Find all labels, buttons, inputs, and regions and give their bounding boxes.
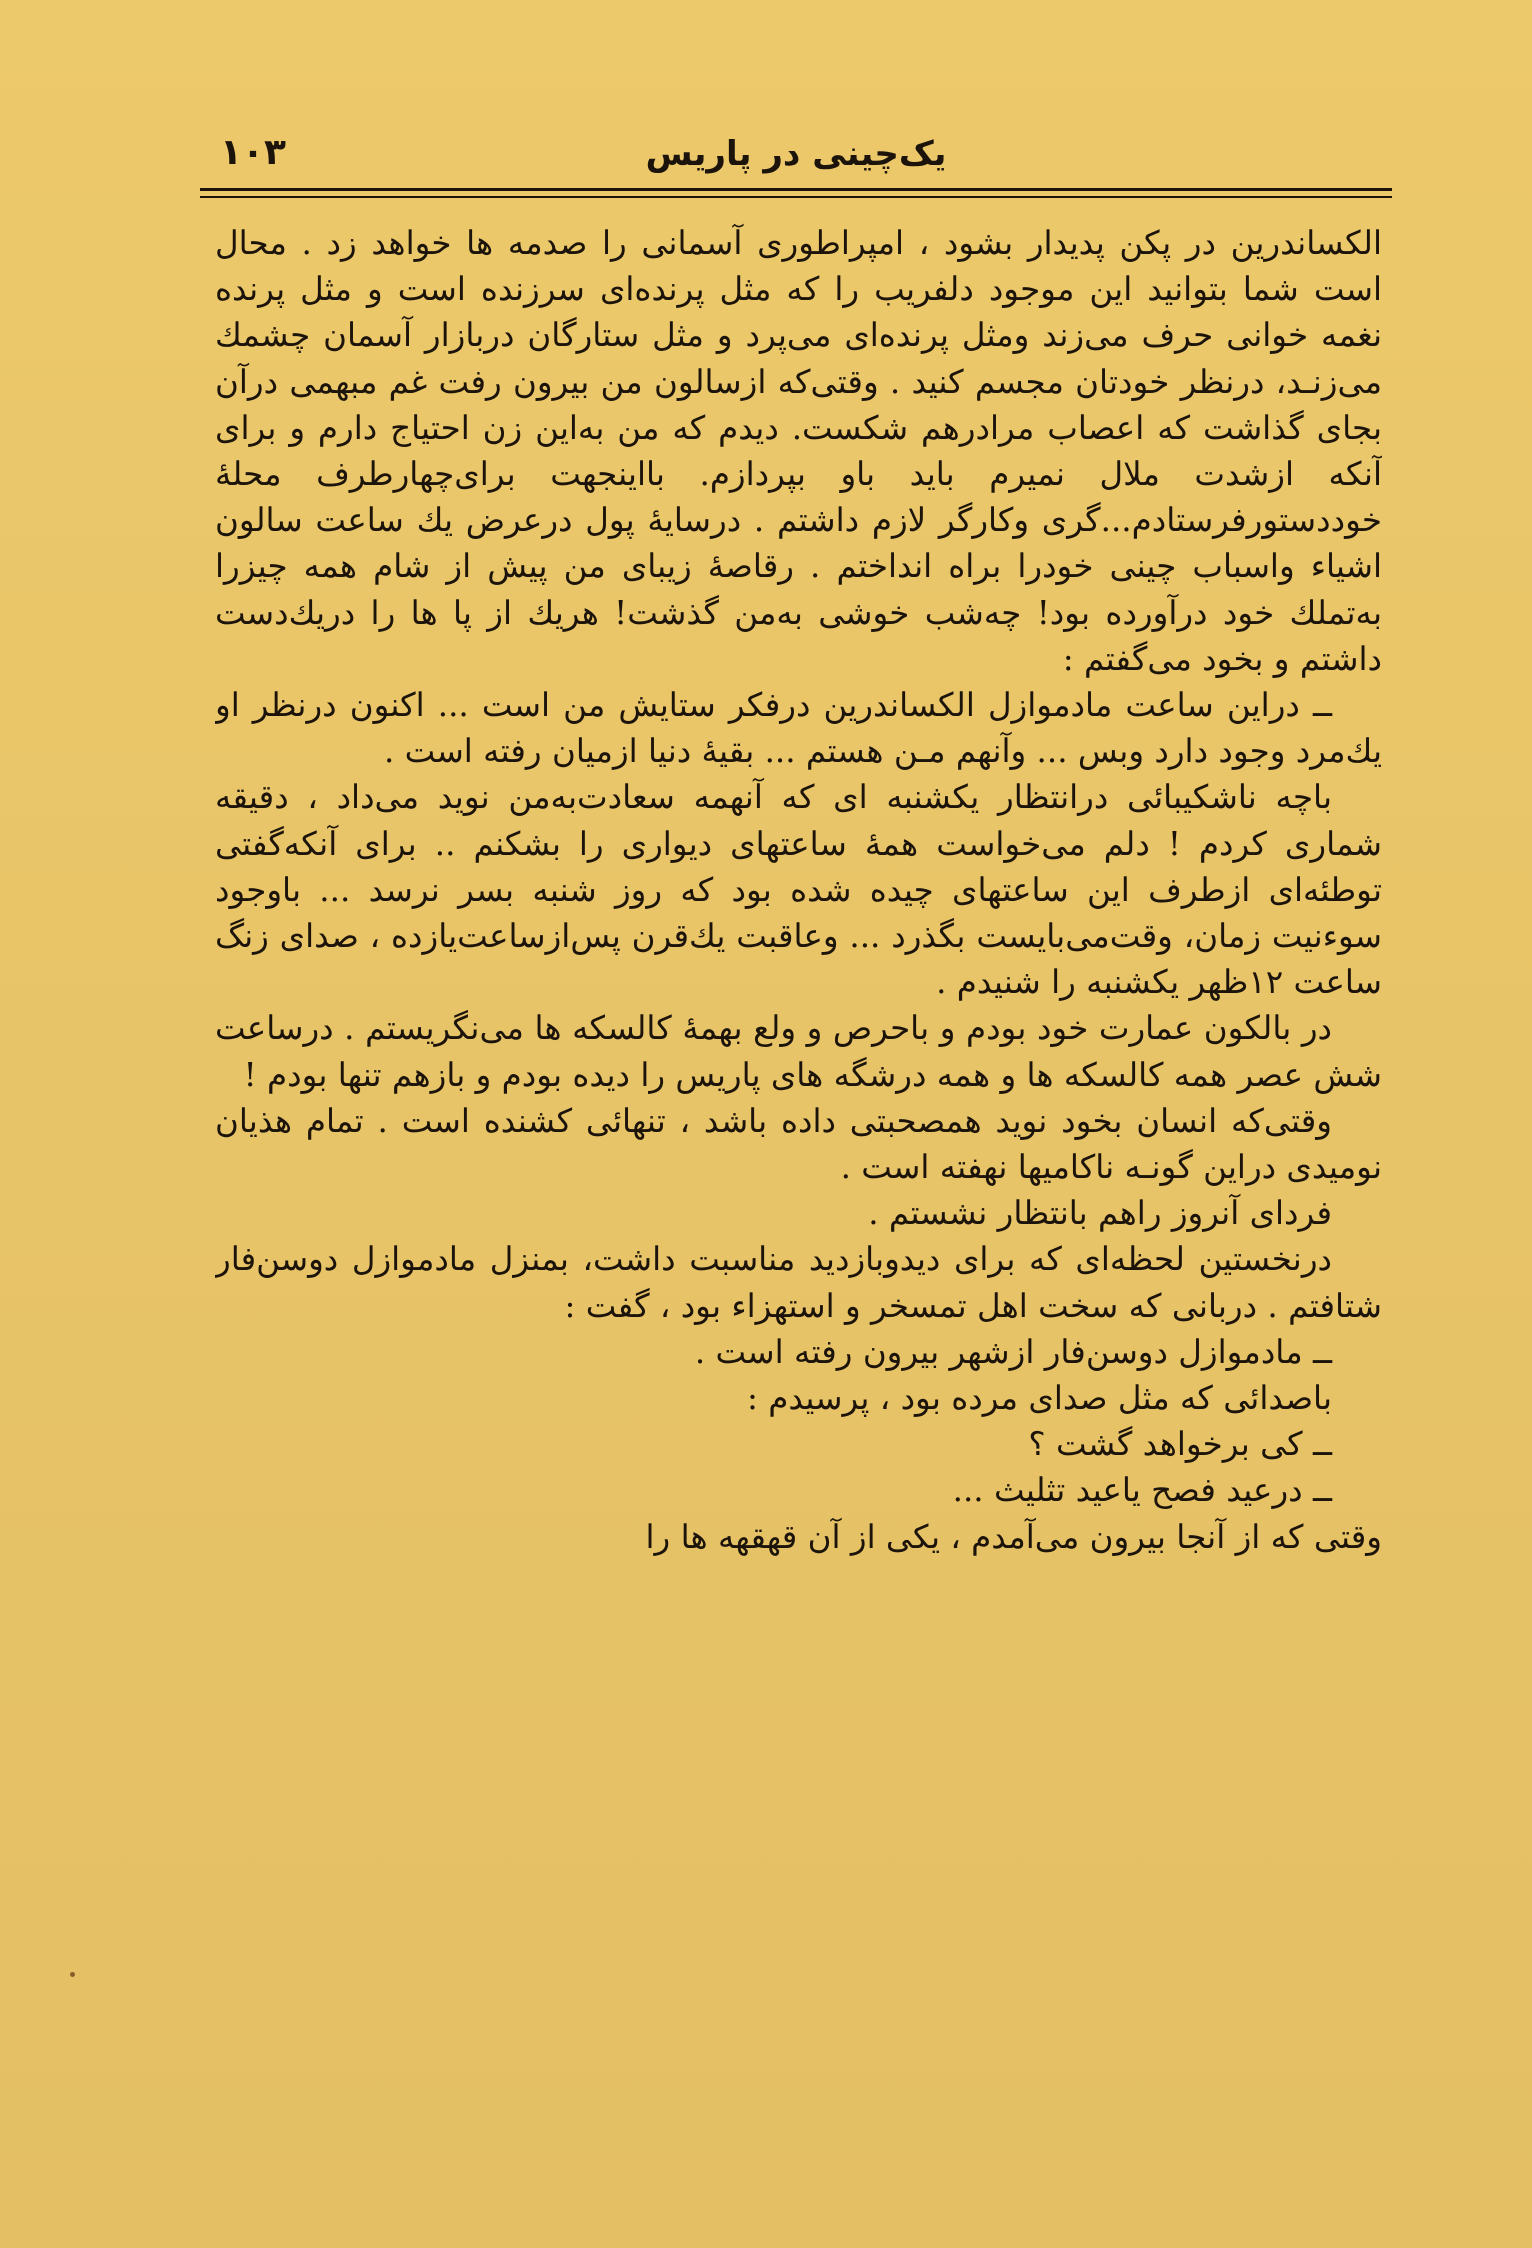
paragraph: در بالکون عمارت خود بودم و باحرص و ولع بهمهٔ کالسکه ها می‌نگریستم . درساعت شش عصر همه کالسکه ها و همه درشگه های پاریس را دیده بودم و بازهم تنها بودم ! (215, 1009, 1382, 1094)
header-rule-thin (200, 196, 1392, 198)
header-rule-thick (200, 188, 1392, 191)
paragraph: ــ مادموازل دوسن‌فار ازشهر بیرون رفته است . (694, 1332, 1332, 1371)
paragraph: ــ درعید فصح یاعید تثلیث ... (952, 1471, 1332, 1510)
paragraph: وقتی که از آنجا بیرون می‌آمدم ، یکی از آن قهقهه ها را (645, 1517, 1382, 1556)
paragraph: الکساندرین در پکن پدیدار بشود ، امپراطوری آسمانی را صدمه ها خواهد زد . محال است شما بتوانید این موجود دلفریب را که مثل پرنده‌ای سرزنده است و مثل پرنده نغمه خوانی حرف می‌زند ومثل پرنده‌ای می‌پرد و مثل ستارگان دربازار آسمان چشمك می‌زنـد، درنظر خودتان مجسم کنید . وقتی‌که ازسالون من بیرون رفت غم مبهمی درآن بجای گذاشت که اعصاب مرادرهم شکست. دیدم که من به‌این زن احتیاج دارم و برای آنکه ازشدت ملال نمیرم باید باو بپردازم. بااینجهت برای‌چهارطرف محلهٔ خوددستورفرستادم...گری وکارگر لازم داشتم . درسایهٔ پول درعرض یك ساعت سالون اشیاء واسباب چینی خودرا براه انداختم . رقاصهٔ زیبای من پیش از شام همه چیزرا به‌تملك خود درآورده بود! چه‌شب خوشی به‌من گذشت! هریك از پا ها را دریك‌دست داشتم و بخود می‌گفتم : (215, 224, 1382, 678)
running-title: یک‌چینی در پاریس (645, 134, 947, 174)
body-text (215, 220, 1382, 2148)
paragraph: وقتی‌که انسان بخود نوید همصحبتی داده باشد ، تنهائی کشنده است . تمام هذیان نومیدی دراین گونـه ناکامیها نهفته است . (215, 1101, 1382, 1187)
paper-spot (70, 1972, 75, 1977)
page-header (200, 120, 1392, 192)
paragraph: درنخستین لحظه‌ای که برای دیدوبازدید مناسبت داشت، بمنزل مادموازل دوسن‌فار شتافتم . دربانی که سخت اهل تمسخر و استهزاء بود ، گفت : (215, 1240, 1382, 1325)
paragraph: ــ دراین ساعت مادموازل الکساندرین درفکر ستایش من است ... اکنون درنظر او یك‌مرد وجود دارد وبس ... وآنهم مـن هستم ... بقیهٔ دنیا ازمیان رفته است . (215, 686, 1382, 771)
page-number: ۱۰۳ (220, 132, 286, 173)
paragraph: ــ کی برخواهد گشت ؟ (1028, 1425, 1332, 1464)
paragraph: باچه ناشکیبائی درانتظار یکشنبه ای که آنهمه سعادت‌به‌من نوید می‌داد ، دقیقه شماری کردم ! دلم می‌خواست همهٔ ساعتهای دیواری را بشکنم .. برای آنکه‌گفتی توطئه‌ای ازطرف این ساعتهای چیده شده بود که روز شنبه بسر نرسد ... باوجود سوءنیت زمان، وقت‌می‌بایست بگذرد ... وعاقبت یك‌قرن پس‌ازساعت‌یازده ، صدای زنگ ساعت ۱۲ظهر یکشنبه را شنیدم . (215, 778, 1382, 1002)
paragraph: فردای آنروز راهم بانتظار نشستم . (868, 1194, 1332, 1233)
paragraph: باصدائی که مثل صدای مرده بود ، پرسیدم : (746, 1379, 1332, 1418)
